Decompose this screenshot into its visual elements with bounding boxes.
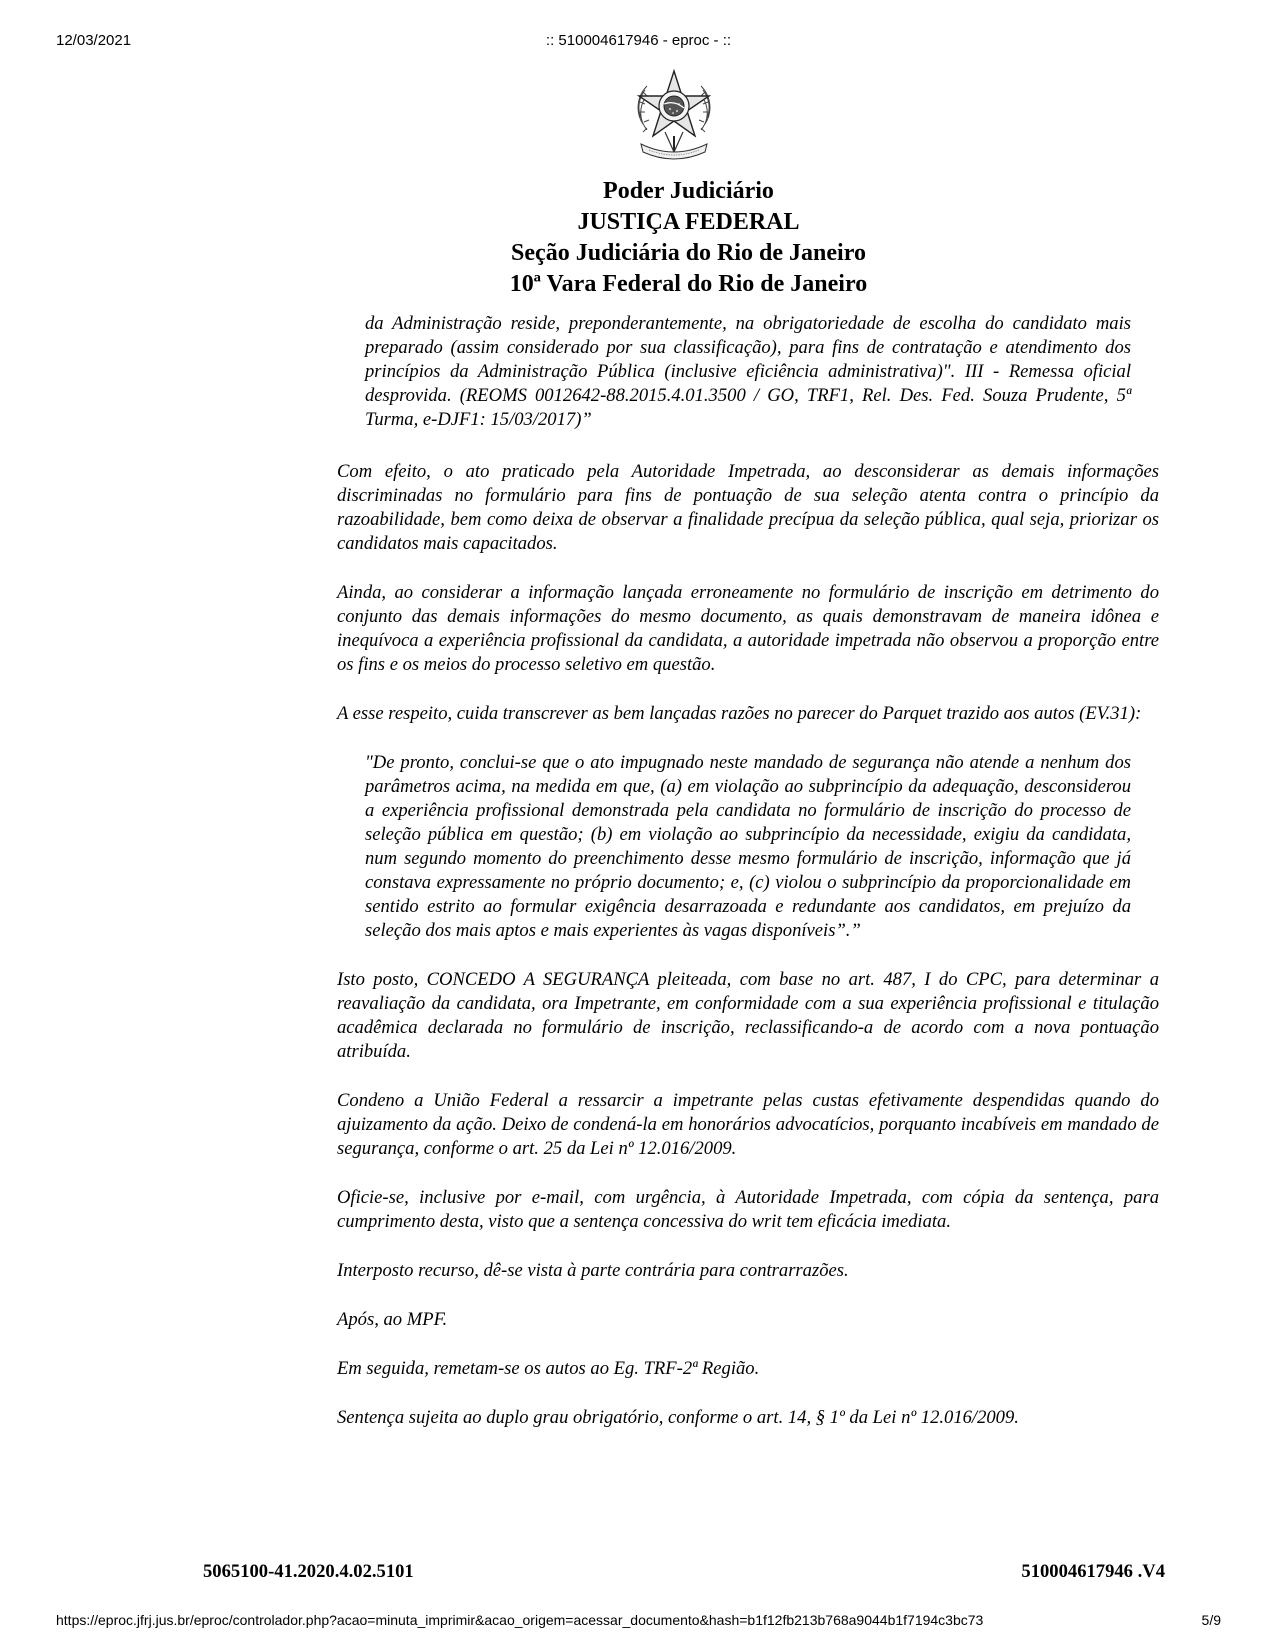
- paragraph: Após, ao MPF.: [337, 1309, 448, 1330]
- quote-parquet: "De pronto, conclui-se que o ato impugnado neste mandado de segurança não atende a nenhum dos parâmetros acima, na medida em que, (a) em violação ao subprincípio da adequação, desconsiderou a experiência profissional demonstrada pela candidata no formulário de inscrição do processo de seleção pública em questão; (b) em violação ao subprincípio da necessidade, exigiu da candidata, num segundo momento do preenchimento desse mesmo formulário de inscrição, informação que já constava expressamente no próprio documento; e, (c) violou o subprincípio da proporcionalidade em sentido estrito ao formular exigência desarrazoada e redundante aos candidatos, em prejuízo da seleção dos mais aptos e mais experientes às vagas disponíveis”.”: [365, 752, 1131, 941]
- paragraph: Em seguida, remetam-se os autos ao Eg. TRF-2ª Região.: [337, 1358, 760, 1379]
- heading-line-4: 10ª Vara Federal do Rio de Janeiro: [509, 271, 868, 297]
- paragraph: Interposto recurso, dê-se vista à parte contrária para contrarrazões.: [337, 1260, 849, 1281]
- process-number: 5065100-41.2020.4.02.5101: [203, 1561, 414, 1582]
- paragraph: Oficie-se, inclusive por e-mail, com urgência, à Autoridade Impetrada, com cópia da sentença, para cumprimento desta, visto que a sentença concessiva do writ tem eficácia imediata.: [337, 1187, 1159, 1232]
- document-footer: [0, 1561, 1277, 1585]
- heading-line-2: JUSTIÇA FEDERAL: [577, 209, 800, 235]
- print-header: [56, 32, 1221, 52]
- paragraph: A esse respeito, cuida transcrever as bem lançadas razões no parecer do Parquet trazido aos autos (EV.31):: [337, 703, 1142, 724]
- paragraph: Ainda, ao considerar a informação lançada erroneamente no formulário de inscrição em detrimento do conjunto das demais informações do mesmo documento, as quais demonstravam de maneira idônea e inequívoca a experiência profissional da candidata, a autoridade impetrada não observou a proporção entre os fins e os meios do processo seletivo em questão.: [337, 582, 1159, 675]
- paragraph: Com efeito, o ato praticado pela Autoridade Impetrada, ao desconsiderar as demais informações discriminadas no formulário para fins de pontuação de sua seleção atenta contra o princípio da razoabilidade, bem como deixa de observar a finalidade precípua da seleção pública, qual seja, priorizar os candidatos mais capacitados.: [337, 461, 1159, 554]
- brazil-coat-of-arms-icon: [629, 68, 719, 164]
- page-number: 5/9: [1201, 1612, 1221, 1628]
- quote-continuation: da Administração reside, preponderantemente, na obrigatoriedade de escolha do candidato mais preparado (assim considerado por sua classificação), para fins de contratação e atendimento dos princípios da Administração Pública (inclusive eficiência administrativa)". III - Remessa oficial desprovida. (REOMS 0012642-88.2015.4.01.3500 / GO, TRF1, Rel. Des. Fed. Souza Prudente, 5ª Turma, e-DJF1: 15/03/2017)”: [365, 313, 1131, 430]
- document-body: [337, 312, 1159, 1455]
- paragraph: Sentença sujeita ao duplo grau obrigatório, conforme o art. 14, § 1º da Lei nº 12.016/2009.: [337, 1407, 1019, 1428]
- print-url: https://eproc.jfrj.jus.br/eproc/controlador.php?acao=minuta_imprimir&acao_origem=acessar_documento&hash=b1f12fb213b768a9044b1f7194c3bc73: [56, 1612, 984, 1628]
- document-version: 510004617946 .V4: [1021, 1561, 1165, 1582]
- paragraph-ruling: Isto posto, CONCEDO A SEGURANÇA pleiteada, com base no art. 487, I do CPC, para determinar a reavaliação da candidata, ora Impetrante, em conformidade com a sua experiência profissional e titulação acadêmica declarada no formulário de inscrição, reclassificando-a de acordo com a nova pontuação atribuída.: [337, 969, 1159, 1062]
- print-date: 12/03/2021: [56, 32, 132, 49]
- court-heading: [300, 176, 1077, 300]
- print-footer: [56, 1612, 1221, 1632]
- print-page-title: :: 510004617946 - eproc - ::: [545, 32, 732, 49]
- heading-line-1: Poder Judiciário: [603, 178, 774, 204]
- paragraph: Condeno a União Federal a ressarcir a impetrante pelas custas efetivamente despendidas quando do ajuizamento da ação. Deixo de condená-la em honorários advocatícios, porquanto incabíveis em mandado de segurança, conforme o art. 25 da Lei nº 12.016/2009.: [337, 1090, 1159, 1159]
- heading-line-3: Seção Judiciária do Rio de Janeiro: [511, 240, 866, 266]
